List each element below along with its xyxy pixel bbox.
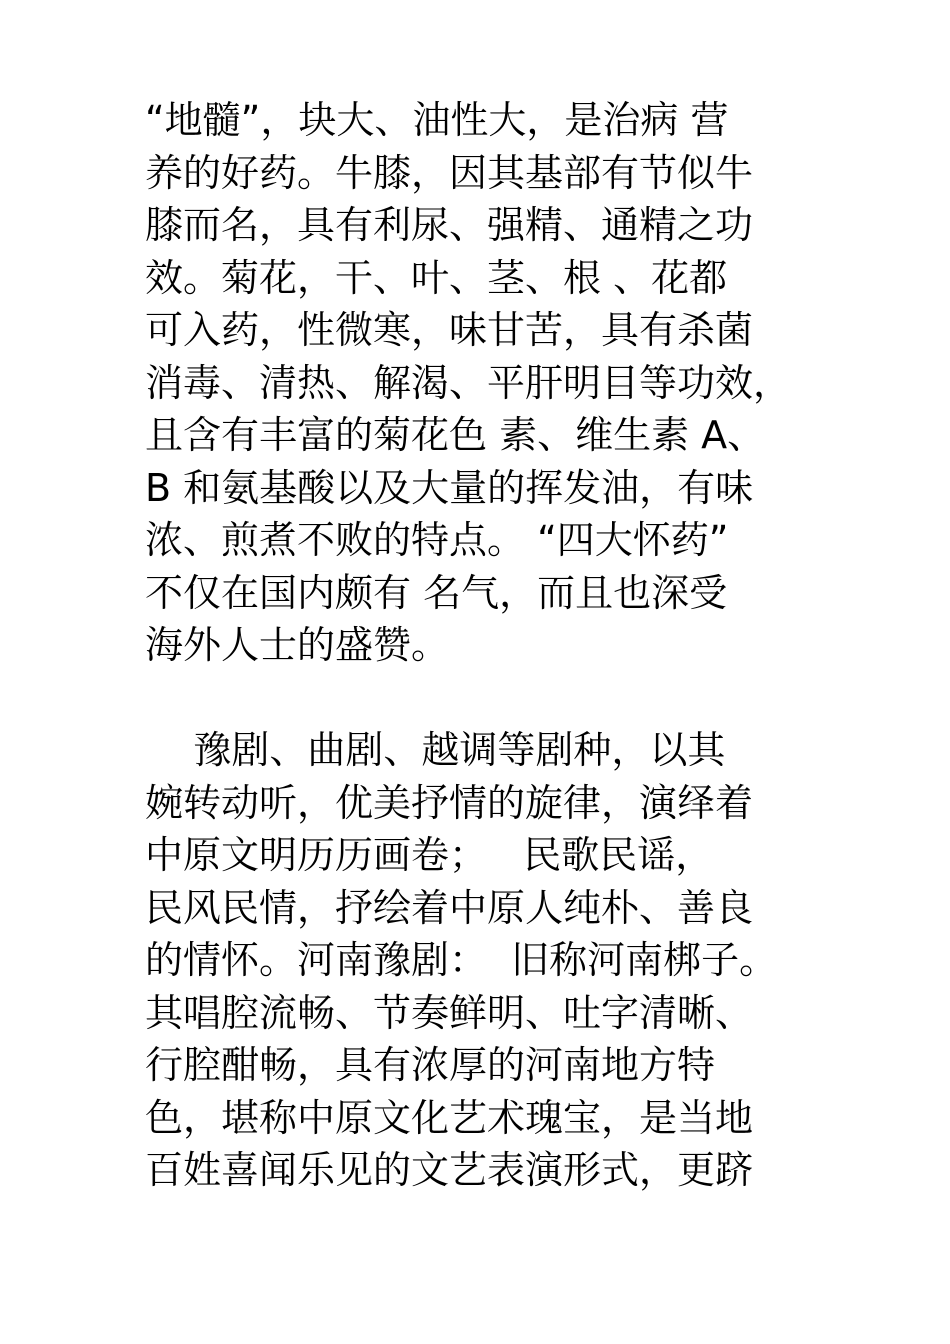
text-line: “地髓”，块大、油性大，是治病 营: [145, 98, 729, 142]
text-line: 海外人士的盛赞。: [145, 623, 450, 667]
text-line: 婉转动听，优美抒情的旋律，演绎着: [145, 780, 754, 825]
text-line: 浓、煎煮不败的特点。 “四大怀药”: [145, 518, 729, 562]
text-line: 民风民情，抒绘着中原人纯朴、善良: [145, 885, 754, 930]
text-line: B 和氨基酸以及大量的挥发油，有味: [145, 465, 754, 510]
text-line: 行腔酣畅，具有浓厚的河南地方特: [145, 1043, 716, 1087]
text-line: 的情怀。河南豫剧： 旧称河南梆子。: [145, 938, 778, 982]
text-line: 不仅在国内颇有 名气，而且也深受: [145, 570, 728, 615]
text-line: 效。菊花，干、叶、茎、根 、花都: [145, 255, 728, 300]
text-line: 色，堪称中原文化艺术瑰宝，是当地: [145, 1095, 754, 1140]
text-line: 豫剧、曲剧、越调等剧种，以其: [145, 728, 726, 772]
text-line: 百姓喜闻乐见的文艺表演形式，更跻: [145, 1148, 754, 1192]
text-line: 且含有丰富的菊花色 素、维生素 A、: [145, 413, 766, 457]
text-line: 可入药，性微寒，味甘苦，具有杀菌: [145, 308, 754, 352]
paragraph-huai-medicine: [145, 94, 825, 672]
text-line: 养的好药。牛膝，因其基部有节似牛: [145, 150, 754, 195]
text-line: 中原文明历历画卷； 民歌民谣，: [145, 833, 714, 877]
text-line: 其唱腔流畅、节奏鲜明、吐字清晰、: [145, 990, 754, 1035]
paragraph-henan-opera: [145, 724, 825, 1197]
text-line: 膝而名，具有利尿、强精、通精之功: [145, 203, 754, 247]
text-line: 消毒、清热、解渴、平肝明目等功效，: [145, 360, 792, 405]
